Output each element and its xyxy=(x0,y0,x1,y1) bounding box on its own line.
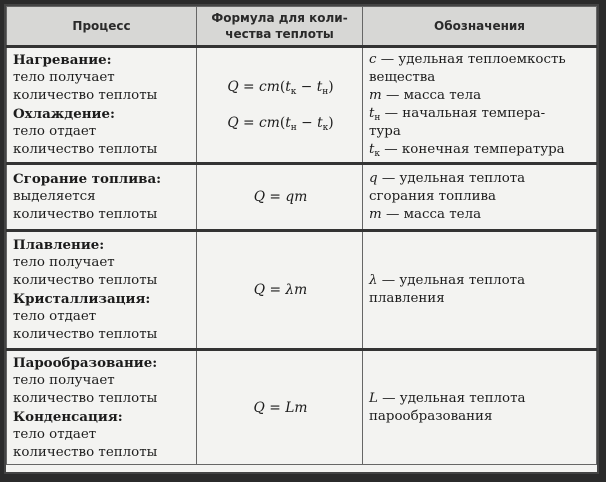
notation-line: m — масса тела xyxy=(369,207,482,222)
process-name: Охлаждение: xyxy=(13,106,115,122)
notation-line: плавления xyxy=(369,291,445,306)
process-name: Нагревание: xyxy=(13,52,112,68)
process-name: Кристаллизация: xyxy=(13,291,151,307)
formula-cell xyxy=(197,47,363,164)
formula-cell xyxy=(197,164,363,231)
process-description: количество теплоты xyxy=(13,444,158,460)
notation-line: $t_к$ — конечная температура xyxy=(369,142,565,159)
process-name: Парообразование: xyxy=(13,354,158,371)
formula-cell xyxy=(197,231,363,350)
notation-line: q — удельная теплота xyxy=(369,171,526,186)
process-description: количество теплоты xyxy=(13,207,158,222)
notation-line: парообразования xyxy=(369,408,493,424)
table-row xyxy=(7,164,597,231)
process-name: Плавление: xyxy=(13,237,105,253)
notation-cell xyxy=(363,231,597,350)
notation-line: сгорания топлива xyxy=(369,189,497,204)
process-description: тело получает xyxy=(13,70,115,85)
table-row xyxy=(7,231,597,350)
process-cell xyxy=(7,231,197,350)
header-process: Процесс xyxy=(7,7,197,47)
process-description: количество теплоты xyxy=(13,142,158,157)
notation-cell xyxy=(363,164,597,231)
process-cell xyxy=(7,350,197,465)
process-description: количество теплоты xyxy=(13,390,158,406)
process-description: выделяется xyxy=(13,189,96,204)
notation-line: λ — удельная теплота xyxy=(369,273,526,288)
heat-quantity-table-sheet xyxy=(4,4,599,474)
header-notation: Обозначения xyxy=(363,7,597,47)
process-description: количество теплоты xyxy=(13,88,158,103)
notation-line: вещества xyxy=(369,70,436,85)
notation-cell xyxy=(363,350,597,465)
process-name: Сгорание топлива: xyxy=(13,171,162,187)
process-name: Конденсация: xyxy=(13,408,123,425)
formula: $Q = cm(t_н - t_к)$ xyxy=(227,115,334,133)
notation-cell xyxy=(363,47,597,164)
process-description: количество теплоты xyxy=(13,327,158,342)
process-description: тело отдает xyxy=(13,124,97,139)
table-row xyxy=(7,47,597,164)
process-description: тело отдает xyxy=(13,309,97,324)
formula: $Q = cm(t_к - t_н)$ xyxy=(227,79,334,97)
notation-line: m — масса тела xyxy=(369,88,482,103)
process-description: тело получает xyxy=(13,255,115,270)
formula: Q = qm xyxy=(253,189,308,205)
process-description: количество теплоты xyxy=(13,273,158,288)
header-formula xyxy=(197,7,363,47)
formula-cell xyxy=(197,350,363,465)
notation-line: L — удельная теплота xyxy=(369,390,526,406)
header-formula-line2: чества теплоты xyxy=(225,27,334,41)
heat-quantity-table xyxy=(6,6,597,465)
header-formula-line1: Формула для коли- xyxy=(211,11,348,25)
formula: Q = λm xyxy=(253,282,308,298)
process-cell xyxy=(7,164,197,231)
process-description: тело отдает xyxy=(13,426,97,442)
notation-line: c — удельная теплоемкость xyxy=(369,52,566,67)
formula: Q = Lm xyxy=(253,399,308,416)
table-header-row xyxy=(7,7,597,47)
notation-line: тура xyxy=(369,124,401,139)
process-cell xyxy=(7,47,197,164)
table-row xyxy=(7,350,597,465)
process-description: тело получает xyxy=(13,372,115,388)
notation-line: $t_н$ — начальная темпера- xyxy=(369,106,546,123)
